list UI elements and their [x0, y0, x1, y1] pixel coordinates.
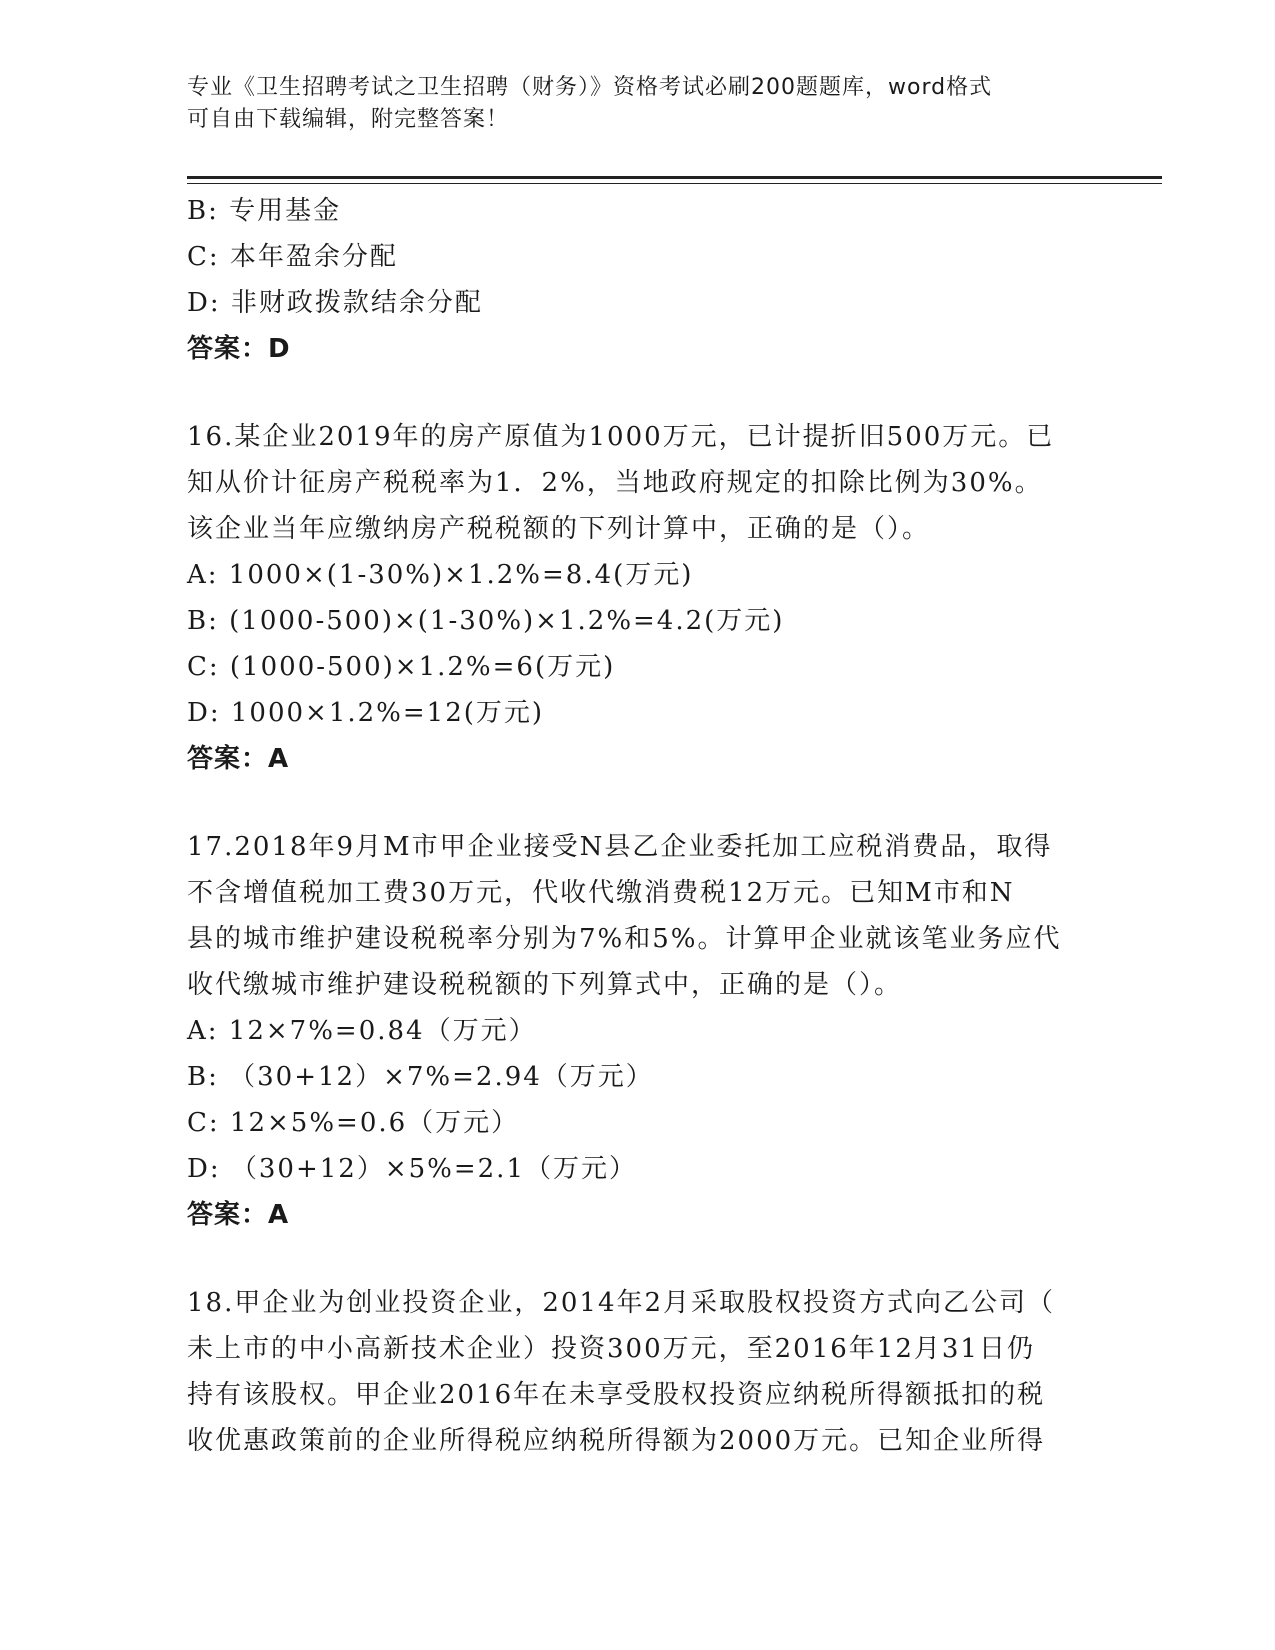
- question-text-line: 未上市的中小高新技术企业）投资300万元，至2016年12月31日仍: [187, 1334, 1035, 1364]
- question-text-line: 18.甲企业为创业投资企业，2014年2月采取股权投资方式向乙公司（: [187, 1288, 1056, 1318]
- answer-label: 答案：A: [187, 744, 290, 774]
- question-text-line: 县的城市维护建设税税率分别为7%和5%。计算甲企业就该笔业务应代: [187, 924, 1062, 954]
- header-rule-thin: [187, 183, 1162, 184]
- question-text-line: 知从价计征房产税税率为1．2%，当地政府规定的扣除比例为30%。: [187, 468, 1043, 498]
- question-18: [187, 1280, 1087, 1464]
- option-a: A: 12×7%=0.84（万元）: [187, 1016, 537, 1046]
- option-d: D: 非财政拨款结余分配: [187, 288, 483, 318]
- header-line-2: 可自由下载编辑，附完整答案！: [187, 107, 510, 132]
- question-text-line: 收代缴城市维护建设税税额的下列算式中，正确的是（）。: [187, 970, 903, 1000]
- header-rule-thick: [187, 176, 1162, 179]
- option-c: C: 12×5%=0.6（万元）: [187, 1108, 520, 1138]
- answer-label: 答案：A: [187, 1200, 290, 1230]
- question-text-line: 收优惠政策前的企业所得税应纳税所得额为2000万元。已知企业所得: [187, 1426, 1046, 1456]
- question-text-line: 16.某企业2019年的房产原值为1000万元，已计提折旧500万元。已: [187, 422, 1055, 452]
- question-15: [187, 188, 1087, 372]
- option-c: C: (1000-500)×1.2%=6(万元): [187, 652, 616, 682]
- option-d: D: （30+12）×5%=2.1（万元）: [187, 1154, 637, 1184]
- spacer: [187, 1238, 1087, 1280]
- option-d: D: 1000×1.2%=12(万元): [187, 698, 545, 728]
- spacer: [187, 372, 1087, 414]
- question-text-line: 17.2018年9月M市甲企业接受N县乙企业委托加工应税消费品，取得: [187, 832, 1053, 862]
- option-c: C: 本年盈余分配: [187, 242, 398, 272]
- spacer: [187, 782, 1087, 824]
- answer-label: 答案：D: [187, 334, 291, 364]
- question-text-line: 不含增值税加工费30万元，代收代缴消费税12万元。已知M市和N: [187, 878, 1015, 908]
- option-b: B: (1000-500)×(1-30%)×1.2%=4.2(万元): [187, 606, 785, 636]
- document-body: [187, 188, 1087, 1464]
- header-line-1: 专业《卫生招聘考试之卫生招聘（财务）》资格考试必刷200题题库，word格式: [187, 75, 993, 100]
- question-text-line: 该企业当年应缴纳房产税税额的下列计算中，正确的是（）。: [187, 514, 931, 544]
- option-b: B: 专用基金: [187, 196, 342, 226]
- document-header: [187, 72, 1087, 136]
- option-b: B: （30+12）×7%=2.94（万元）: [187, 1062, 654, 1092]
- option-a: A: 1000×(1-30%)×1.2%=8.4(万元): [187, 560, 694, 590]
- question-16: [187, 414, 1087, 782]
- question-text-line: 持有该股权。甲企业2016年在未享受股权投资应纳税所得额抵扣的税: [187, 1380, 1046, 1410]
- question-17: [187, 824, 1087, 1238]
